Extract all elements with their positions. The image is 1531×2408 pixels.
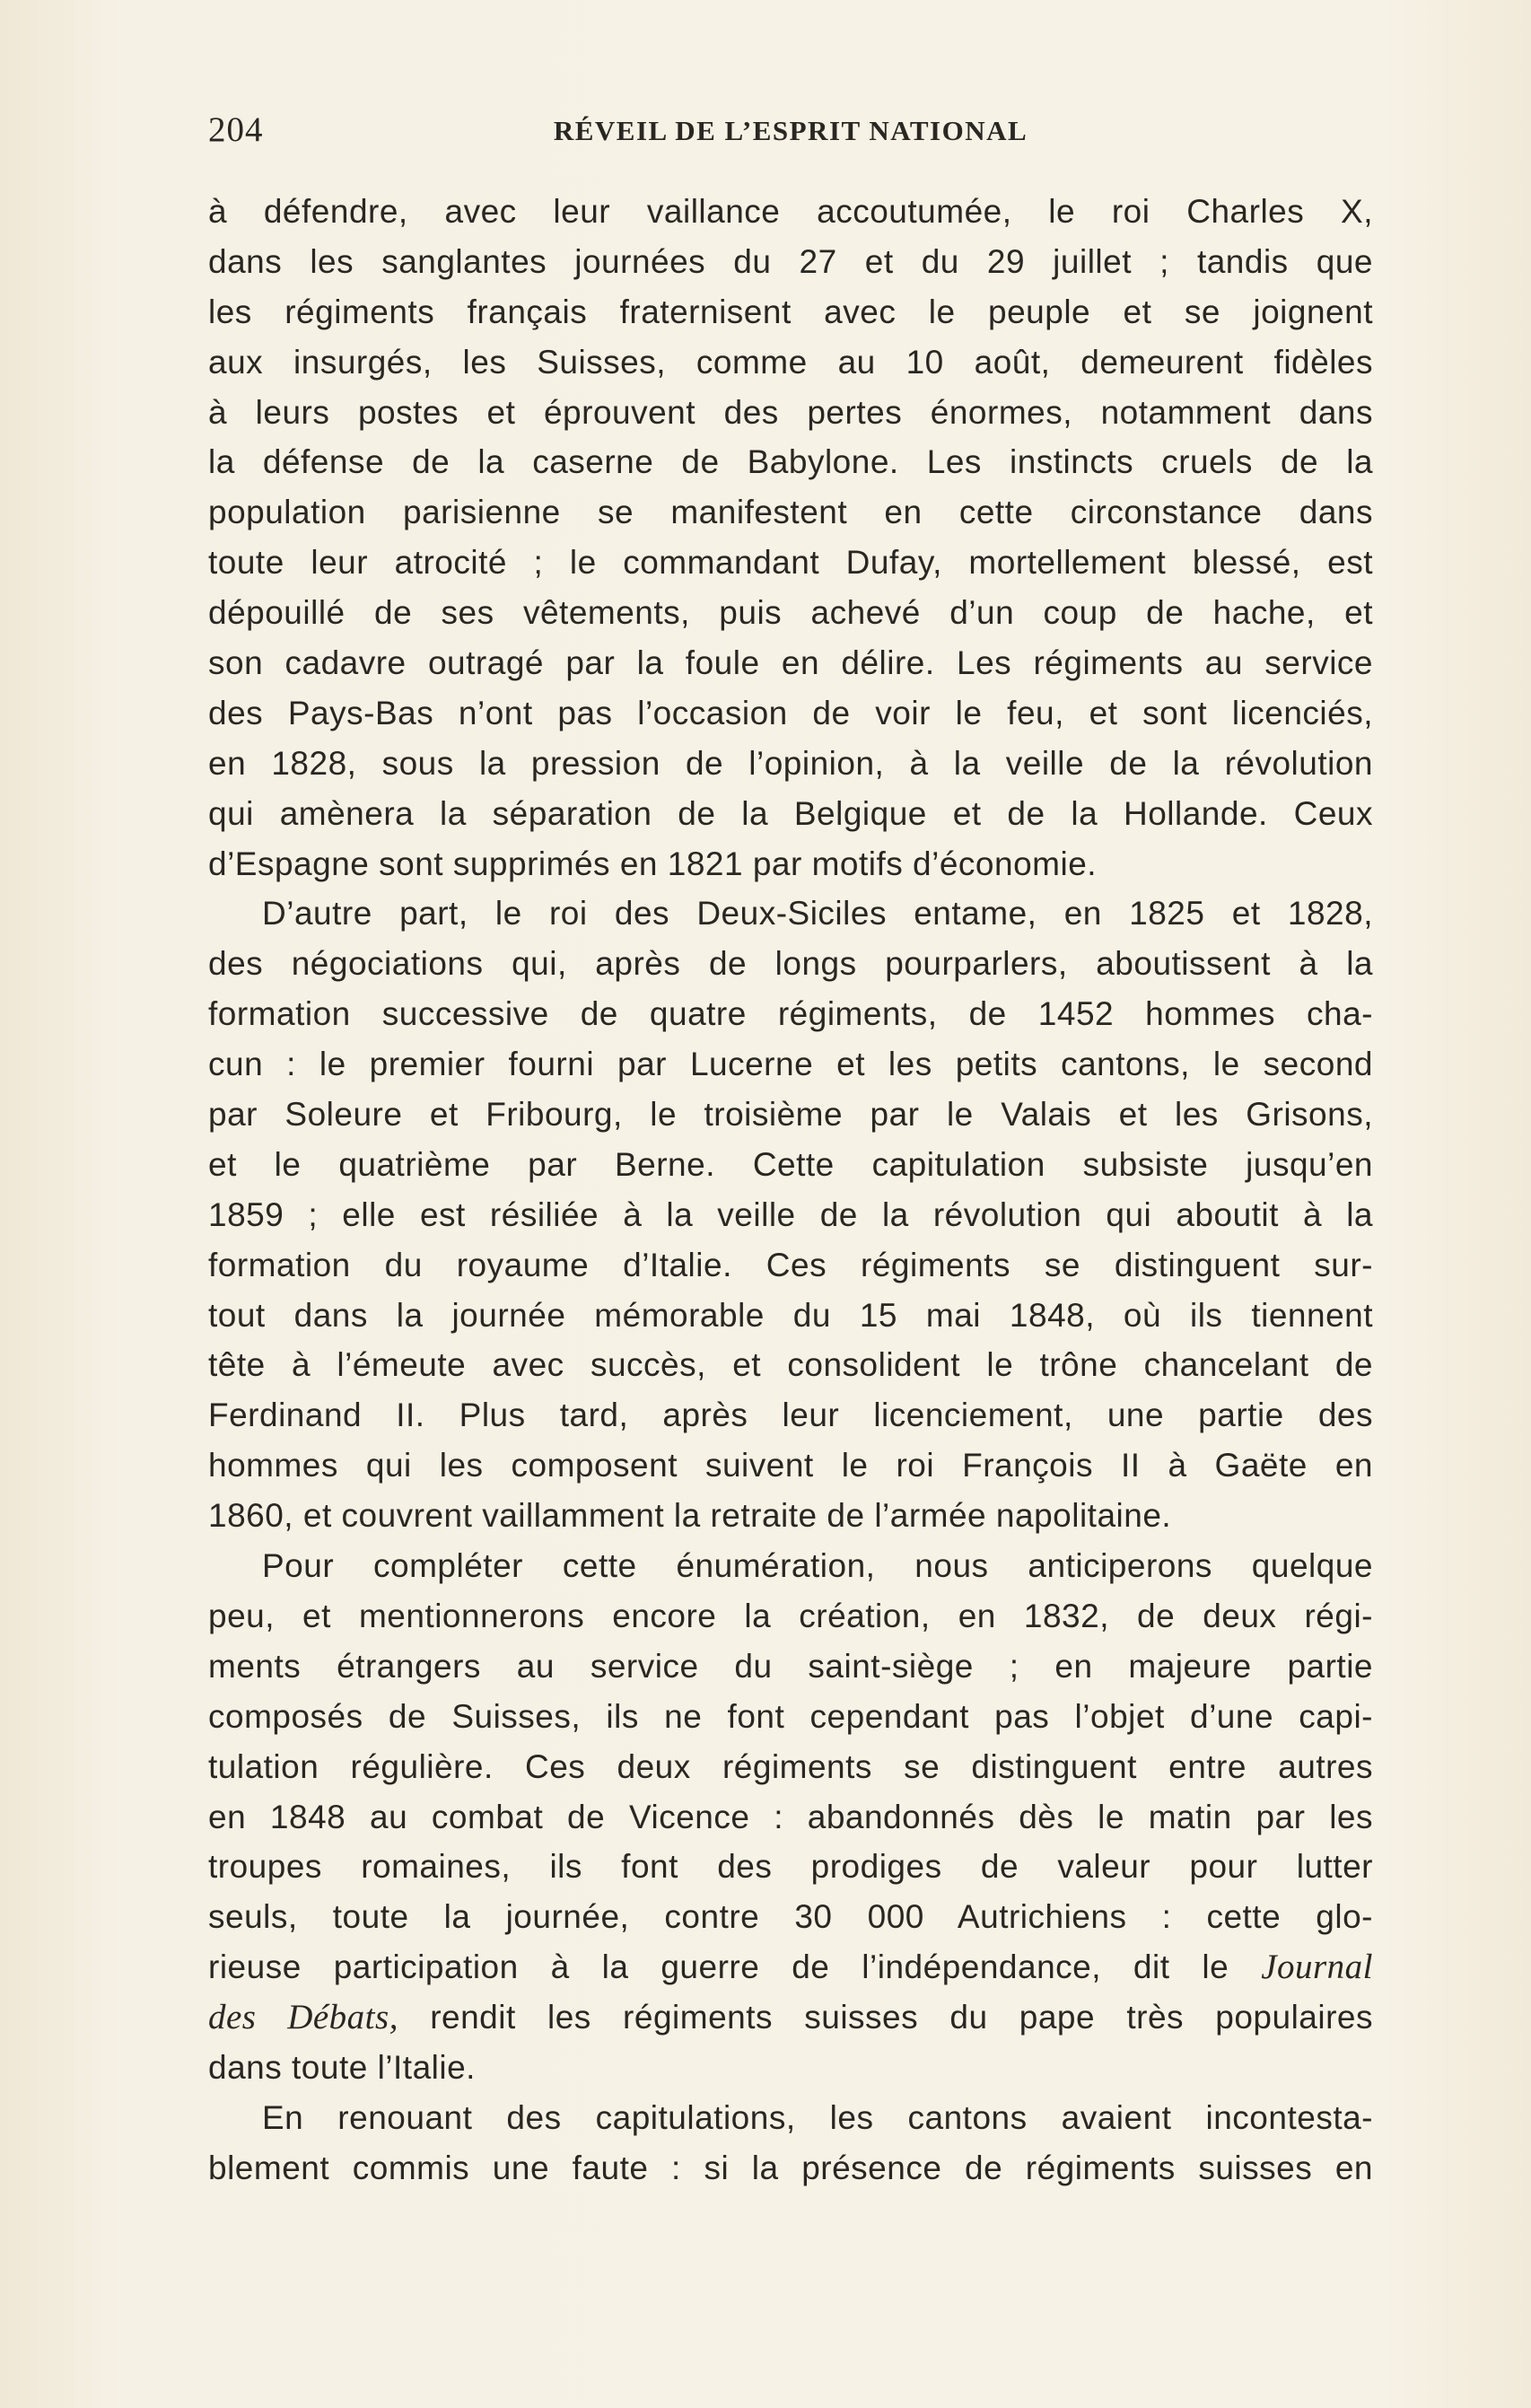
text-line: peu, et mentionnerons encore la création, en 1832, de deux régi- (208, 1597, 1373, 1634)
text-line: troupes romaines, ils font des prodiges de valeur pour lutter (208, 1848, 1373, 1886)
text-line: à défendre, avec leur vaillance accoutumée, le roi Charles X, (208, 193, 1373, 230)
text-line: D’autre part, le roi des Deux-Siciles entame, en 1825 et 1828, (262, 895, 1373, 933)
text-line: 1859 ; elle est résiliée à la veille de la révolution qui aboutit à la (208, 1195, 1373, 1233)
body-text (208, 187, 1373, 2193)
italic-title: Journal (1261, 1948, 1373, 1987)
text-fragment: rendit les régiments suisses du pape très populaires (430, 1999, 1373, 2036)
text-line: des Pays-Bas n’ont pas l’occasion de voir le feu, et sont licenciés, (208, 694, 1373, 731)
text-line: formation du royaume d’Italie. Ces régiments se distinguent sur- (208, 1246, 1373, 1283)
text-line: Ferdinand II. Plus tard, après leur licenciement, une partie des (208, 1397, 1373, 1434)
text-line: formation successive de quatre régiments, de 1452 hommes cha- (208, 995, 1373, 1033)
text-line: en 1828, sous la pression de l’opinion, à la veille de la révolution (208, 744, 1373, 782)
text-line (208, 1992, 1373, 2043)
text-line: qui amènera la séparation de la Belgique et de la Hollande. Ceux (208, 794, 1373, 832)
text-line: population parisienne se manifestent en cette circonstance dans (208, 494, 1373, 531)
text-line: dans toute l’Italie. (208, 2048, 476, 2086)
text-line: ments étrangers au service du saint-siège ; en majeure partie (208, 1647, 1373, 1685)
text-line: par Soleure et Fribourg, le troisième par le Valais et les Grisons, (208, 1096, 1373, 1134)
italic-title: des Débats, (208, 1998, 398, 2037)
page-header (208, 109, 1373, 163)
text-line: son cadavre outragé par la foule en délire. Les régiments au service (208, 644, 1373, 682)
text-line: tout dans la journée mémorable du 15 mai 1848, où ils tiennent (208, 1296, 1373, 1334)
text-line: à leurs postes et éprouvent des pertes énormes, notamment dans (208, 393, 1373, 431)
text-line: seuls, toute la journée, contre 30 000 Autrichiens : cette glo- (208, 1898, 1373, 1936)
text-line: En renouant des capitulations, les cantons avaient incontesta- (262, 2098, 1373, 2136)
text-line: et le quatrième par Berne. Cette capitulation subsiste jusqu’en (208, 1145, 1373, 1183)
text-line: blement commis une faute : si la présence de régiments suisses en (208, 2149, 1373, 2186)
text-line: aux insurgés, les Suisses, comme au 10 août, demeurent fidèles (208, 343, 1373, 381)
text-line (208, 1942, 1373, 1992)
running-title: RÉVEIL DE L’ESPRIT NATIONAL (553, 115, 1028, 146)
text-line: les régiments français fraternisent avec le peuple et se joignent (208, 293, 1373, 330)
text-line: d’Espagne sont supprimés en 1821 par motifs d’économie. (208, 845, 1098, 882)
text-line: en 1848 au combat de Vicence : abandonnés dès le matin par les (208, 1798, 1373, 1835)
text-line: composés de Suisses, ils ne font cependant pas l’objet d’une capi- (208, 1697, 1373, 1735)
text-line: dépouillé de ses vêtements, puis achevé d’un coup de hache, et (208, 594, 1373, 632)
text-line: la défense de la caserne de Babylone. Les instincts cruels de la (208, 443, 1373, 481)
text-line: cun : le premier fourni par Lucerne et les petits cantons, le second (208, 1046, 1373, 1083)
text-fragment: rieuse participation à la guerre de l’indépendance, dit le (208, 1948, 1229, 1986)
text-line: tulation régulière. Ces deux régiments se distinguent entre autres (208, 1747, 1373, 1785)
text-line: toute leur atrocité ; le commandant Dufay, mortellement blessé, est (208, 544, 1373, 582)
text-line: Pour compléter cette énumération, nous anticiperons quelque (262, 1547, 1373, 1585)
text-line: dans les sanglantes journées du 27 et du 29 juillet ; tandis que (208, 242, 1373, 280)
text-line: hommes qui les composent suivent le roi François II à Gaëte en (208, 1447, 1373, 1484)
text-line: 1860, et couvrent vaillamment la retraite de l’armée napolitaine. (208, 1497, 1172, 1535)
text-line: tête à l’émeute avec succès, et consolident le trône chancelant de (208, 1346, 1373, 1384)
page-number: 204 (208, 110, 264, 149)
text-line: des négociations qui, après de longs pourparlers, aboutissent à la (208, 945, 1373, 983)
